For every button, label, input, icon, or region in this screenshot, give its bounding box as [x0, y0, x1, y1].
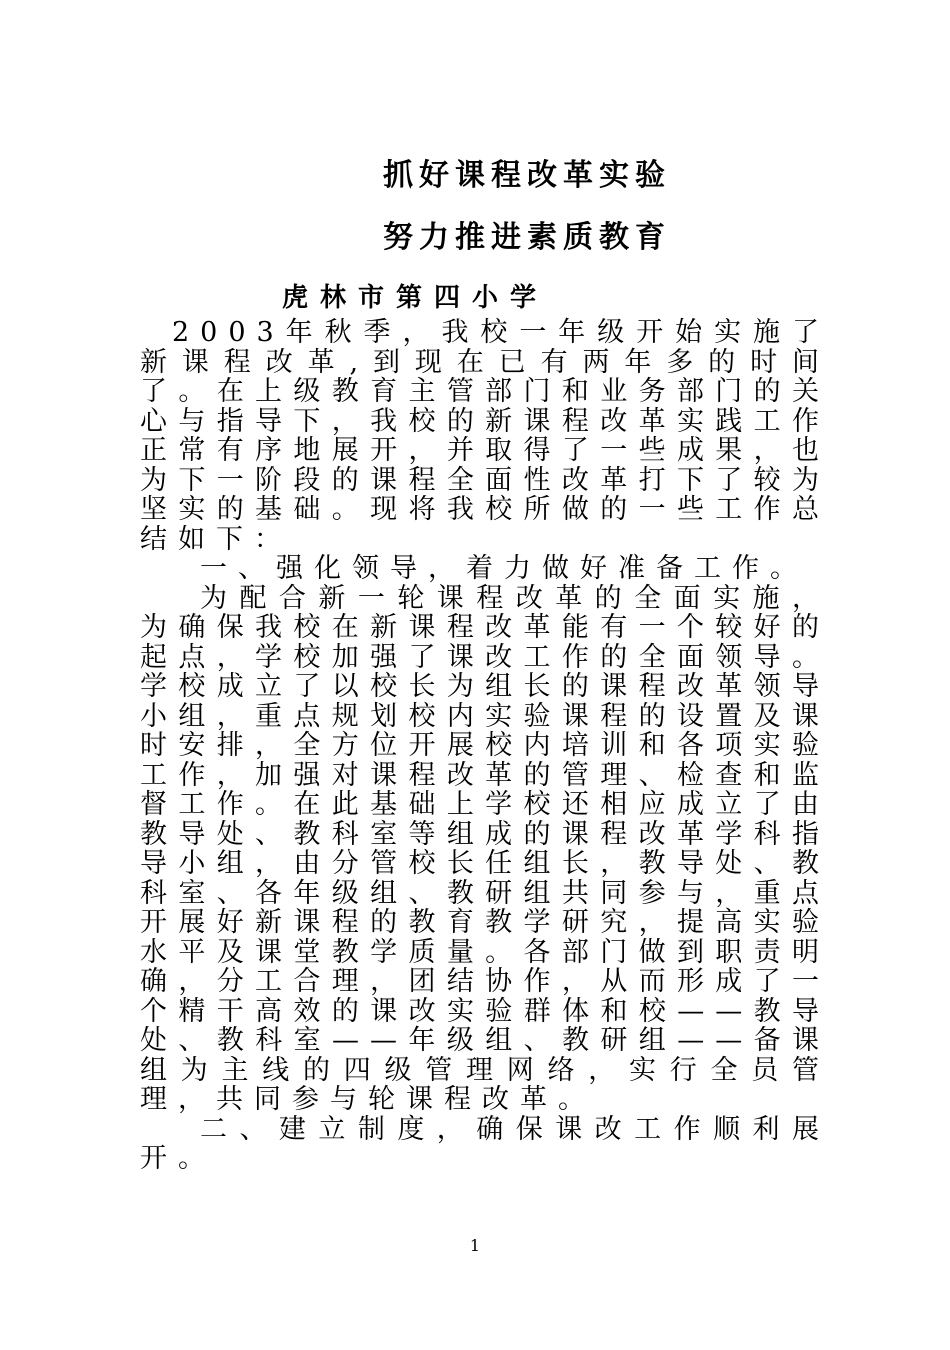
section-heading-1: 一、强化领导，着力做好准备工作。 — [200, 553, 808, 584]
paragraph-intro: 2003年秋季，我校一年级开始实施了新课程改革,到现在已有两年多的时间了。在上级教育主管部门和业务部门的关心与指导下，我校的新课程改革实践工作正常有序地展开，并取得了一些成果，也为下一阶段的课程全面性改革打下了较为坚实的基础。现将我校所做的一些工作总结如下： — [140, 317, 830, 555]
page-number: 1 — [469, 1236, 481, 1255]
section-heading-2: 二、建立制度，确保课改工作顺利展开。 — [140, 1113, 830, 1174]
paragraph-section-1: 为配合新一轮课程改革的全面实施，为确保我校在新课程改革能有一个较好的起点，学校加强了课改工作的全面领导。学校成立了以校长为组长的课程改革领导小组，重点规划校内实验课程的设置及课时安排，全方位开展校内培训和各项实验工作，加强对课程改革的管理、检查和监督工作。在此基础上学校还相应成立了由教导处、教科室等组成的课程改革学科指导小组，由分管校长任组长，教导处、教科室、各年级组、教研组共同参与，重点开展好新课程的教育教学研究，提高实验水平及课堂教学质量。各部门做到职责明确，分工合理，团结协作，从而形成了一个精干高效的课改实验群体和校——教导处、教科室——年级组、教研组——备课组为主线的四级管理网络，实行全员管理，共同参与轮课程改革。 — [140, 582, 830, 1115]
document-author: 虎林市第四小学 — [282, 283, 549, 313]
document-body — [140, 318, 830, 1174]
document-title-line1: 抓好课程改革实验 — [383, 158, 671, 193]
document-title-line2: 努力推进素质教育 — [383, 220, 671, 255]
